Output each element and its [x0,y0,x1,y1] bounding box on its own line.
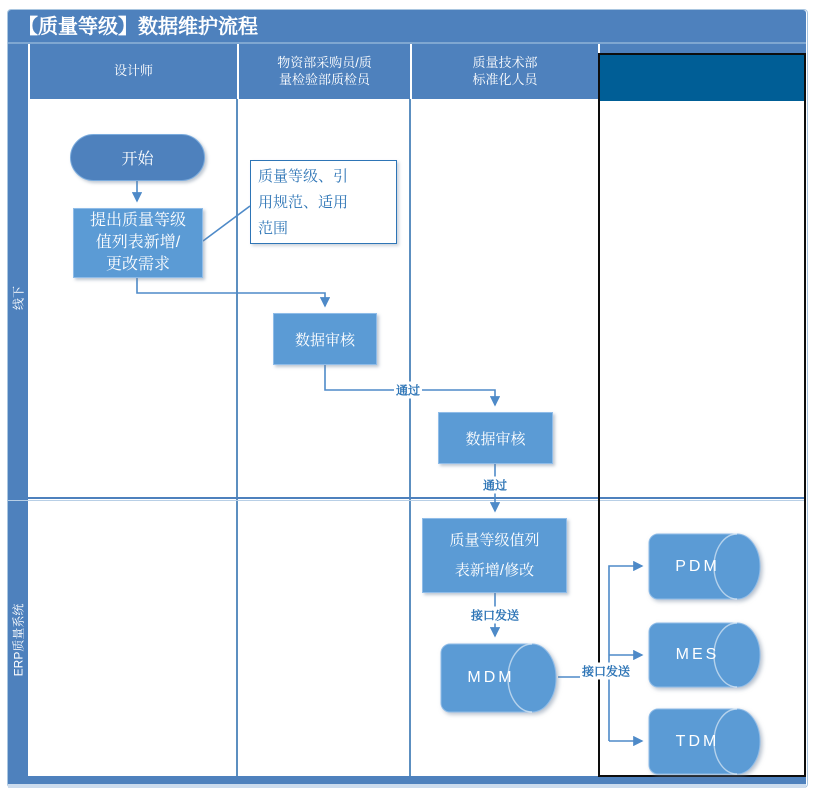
request-process-box [73,208,203,278]
lane-row-label-erp-system: ERP质量系统 [11,603,26,677]
diagram-title-bar [8,10,806,44]
pdm-datastore-cylinder [648,533,763,600]
tdm-label: TDM [675,732,720,750]
lane-header-quality-tech [410,44,598,99]
review-process-box-1 [273,313,377,365]
mdm-label: MDM [467,669,515,686]
review2-label: 数据审核 [465,430,526,448]
lane-header-quality-tech-line1: 质量技术部 [472,54,538,70]
note-line1: 质量等级、引 [258,168,349,185]
lane-header-quality-tech-line2: 标准化人员 [472,71,538,87]
external-systems-lane-header [600,55,804,101]
edge-label-interface-send-1: 接口发送 [470,608,520,623]
table-bottom-border [8,776,806,784]
request-line2: 值列表新增/ [95,234,181,251]
request-line3: 更改需求 [105,256,170,273]
pdm-label: PDM [675,557,720,575]
list-update-process-box [422,518,567,593]
annotation-note-box [250,160,397,244]
request-line1: 提出质量等级 [89,212,186,229]
mes-datastore-cylinder [648,622,763,688]
edge-label-pass-2: 通过 [482,478,508,493]
edge-label-pass-1: 通过 [395,383,421,398]
note-line2: 用规范、适用 [258,194,349,211]
lane-header-designer-label: 设计师 [113,63,153,79]
mdm-datastore-cylinder [440,643,558,713]
start-label: 开始 [121,151,154,168]
table-bottom-shadow [8,784,806,788]
lane-header-buyer-inspector [237,44,410,99]
tdm-datastore-cylinder [648,708,763,775]
lane-header-buyer-line2: 量检验部质检员 [278,71,370,87]
lane-header-designer [28,44,237,99]
review-process-box-2 [438,412,553,464]
list-line2: 表新增/修改 [454,561,535,579]
review1-label: 数据审核 [294,331,355,349]
lane-header-buyer-line1: 物资部采购员/质 [277,54,372,70]
list-line1: 质量等级值列 [449,531,540,549]
lane-divider-2 [409,99,411,777]
mes-label: MES [675,646,720,663]
lane-divider-1 [236,99,238,777]
diagram-title: 【质量等级】数据维护流程 [18,16,258,38]
note-line3: 范围 [258,220,289,237]
lane-row-label-offline: 线下 [11,285,26,311]
edge-label-interface-send-2: 接口发送 [581,664,631,679]
start-terminator [70,134,205,181]
